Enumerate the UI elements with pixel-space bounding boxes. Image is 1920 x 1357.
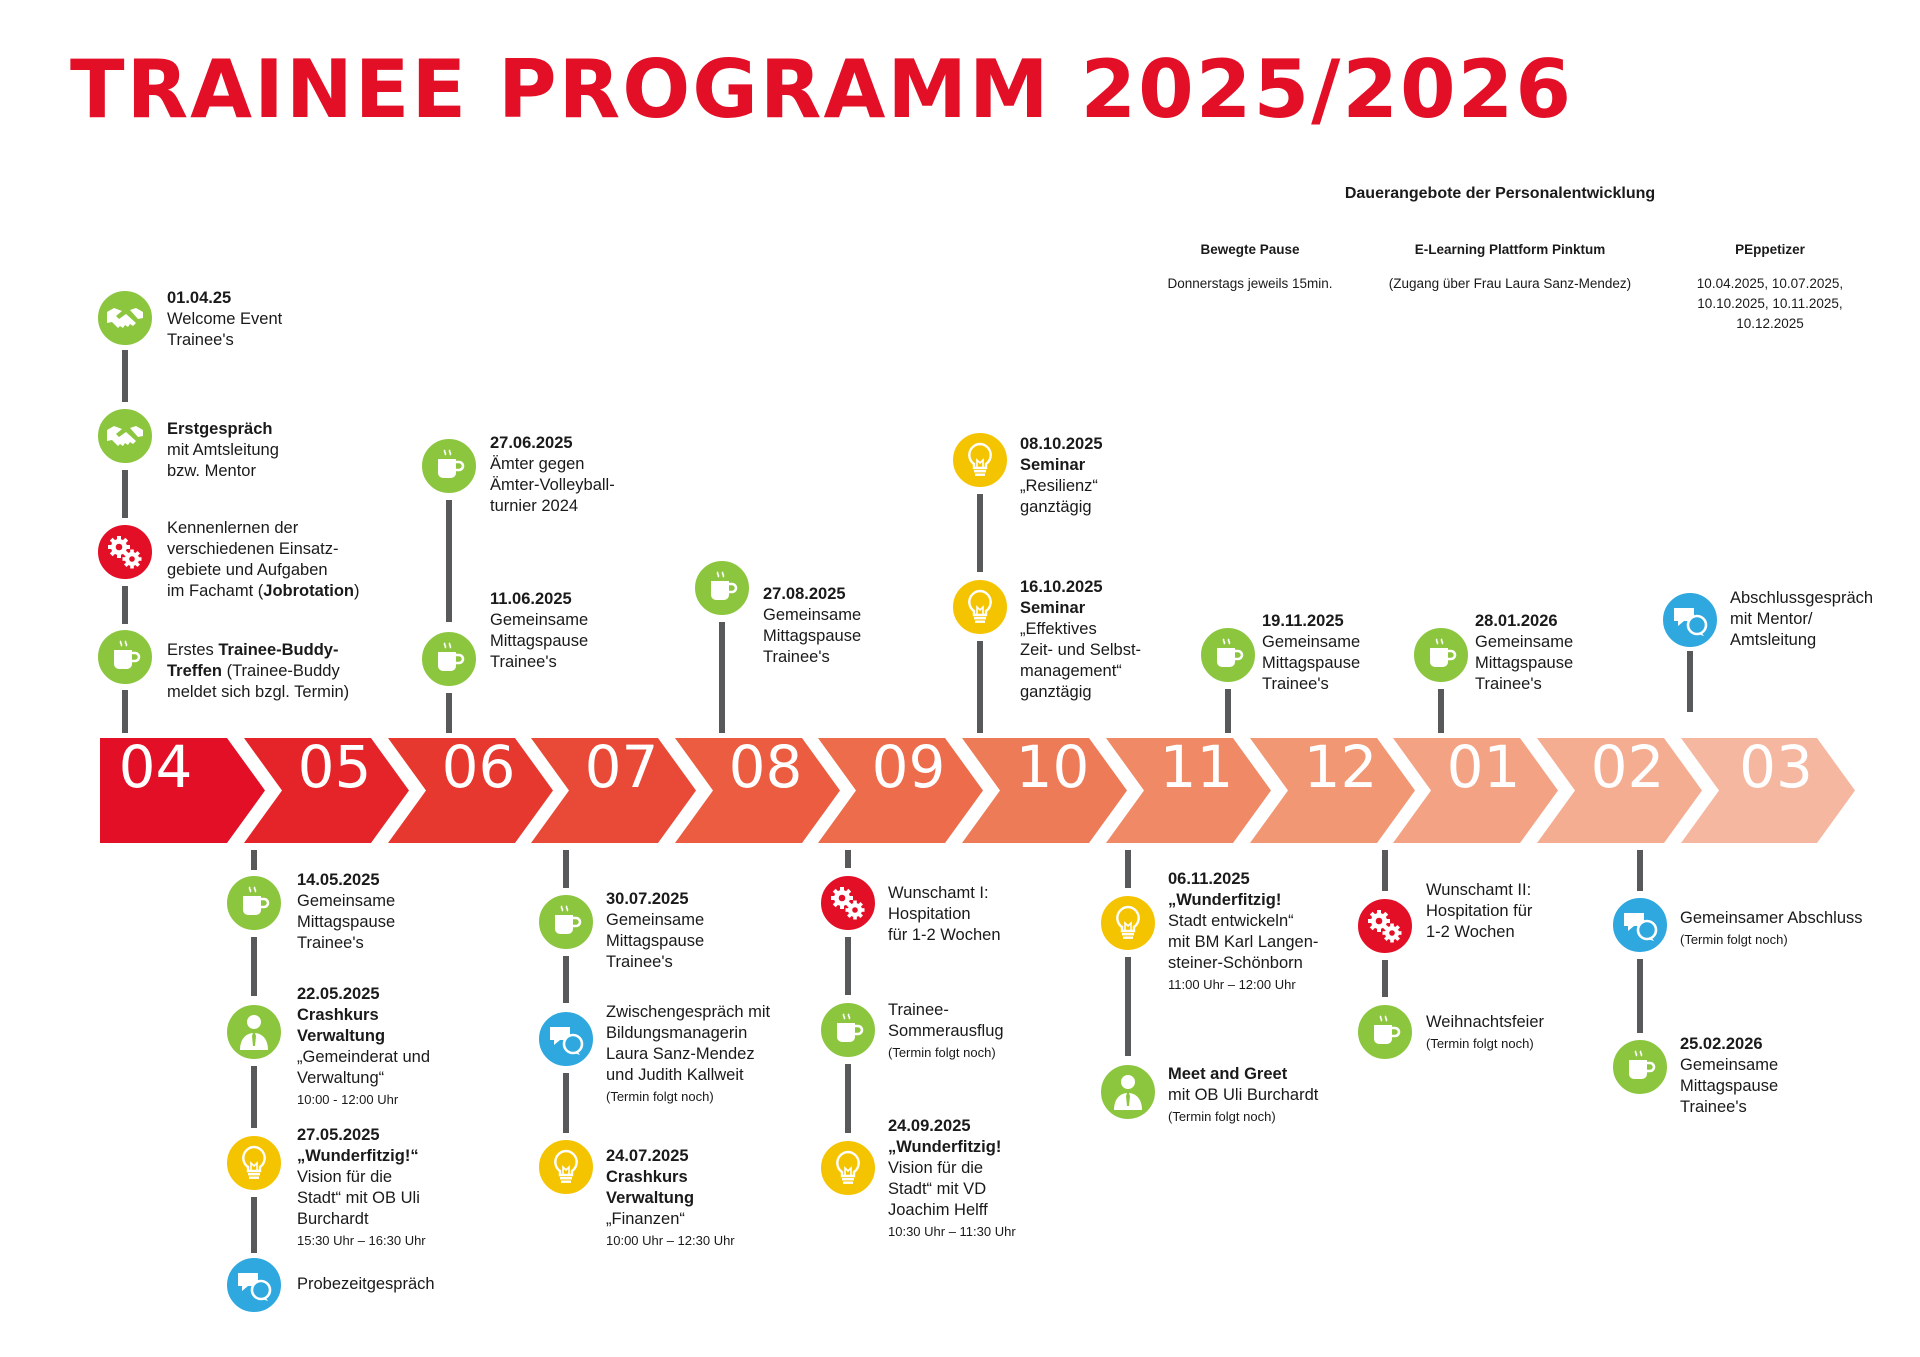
- event-line: im Fachamt (Jobrotation): [167, 582, 360, 600]
- event-line: Mittagspause: [1262, 654, 1361, 672]
- event-line: meldet sich bzgl. Termin): [167, 683, 350, 701]
- offer-text: 10.10.2025, 10.11.2025,: [1697, 296, 1843, 311]
- event-line: Verwaltung: [297, 1027, 386, 1045]
- event-line: Joachim Helff: [888, 1201, 988, 1219]
- connector-line: [563, 850, 569, 888]
- event-line: 27.06.2025: [490, 434, 573, 452]
- event-line: 30.07.2025: [606, 890, 689, 908]
- event-line: Burchardt: [297, 1210, 369, 1228]
- event-line: Hospitation: [888, 905, 971, 923]
- event-e18-text: [1020, 434, 1103, 518]
- connector-line: [977, 641, 983, 733]
- person-icon: [225, 1003, 283, 1061]
- lightbulb-icon: [819, 1139, 877, 1197]
- coffee-cup-icon: [420, 437, 478, 495]
- month-label-january: 01: [1446, 733, 1521, 801]
- coffee-cup-icon: [819, 1001, 877, 1059]
- connector-line: [845, 850, 851, 868]
- event-line: „Gemeinderat und: [297, 1048, 430, 1066]
- chat-bubbles-icon: [537, 1010, 595, 1068]
- connector-line: [977, 494, 983, 572]
- lightbulb-icon: [537, 1138, 595, 1196]
- event-line: steiner-Schönborn: [1168, 954, 1303, 972]
- event-e25-text: [1475, 611, 1573, 695]
- event-line: 16.10.2025: [1020, 578, 1103, 596]
- connector-line: [251, 850, 257, 870]
- event-line: Mittagspause: [1475, 654, 1574, 672]
- month-label-march: 03: [1739, 733, 1813, 801]
- event-line: 11:00 Uhr – 12:00 Uhr: [1168, 977, 1296, 992]
- event-line: Crashkurs: [606, 1168, 688, 1186]
- event-e10-text: [490, 589, 588, 673]
- month-label-december: 12: [1303, 733, 1378, 801]
- event-line: Wunschamt I:: [888, 884, 989, 902]
- offer-title: Bewegte Pause: [1200, 242, 1300, 257]
- event-e19-text: [1020, 577, 1141, 703]
- event-e22-text: [1262, 611, 1360, 695]
- event-line: Treffen (Trainee-Buddy: [167, 662, 340, 680]
- event-e02-text: [167, 419, 279, 482]
- coffee-cup-icon: [1356, 1003, 1414, 1061]
- event-line: 10:00 - 12:00 Uhr: [297, 1092, 399, 1107]
- event-line: 11.06.2025: [490, 590, 572, 608]
- month-label-july: 07: [584, 733, 659, 801]
- event-line: 24.07.2025: [606, 1147, 689, 1165]
- event-e17-text: [888, 1116, 1016, 1242]
- event-line: Trainee's: [1680, 1098, 1747, 1116]
- event-line: Weihnachtsfeier: [1426, 1013, 1545, 1031]
- event-line: 27.08.2025: [763, 585, 846, 603]
- event-line: Seminar: [1020, 456, 1086, 474]
- coffee-cup-icon: [693, 559, 751, 617]
- event-line: Gemeinsame: [763, 606, 862, 624]
- event-e07-text: [297, 1125, 426, 1251]
- event-line: Verwaltung: [606, 1189, 695, 1207]
- offer-text: (Zugang über Frau Laura Sanz-Mendez): [1388, 276, 1632, 291]
- event-e14-text: [763, 584, 861, 668]
- connector-line: [563, 1073, 569, 1133]
- event-line: 28.01.2026: [1475, 612, 1558, 630]
- event-e03-text: [167, 518, 360, 602]
- event-line: 10:30 Uhr – 11:30 Uhr: [888, 1224, 1016, 1239]
- event-line: Stadt“ mit VD: [888, 1180, 987, 1198]
- offer-title: PEppetizer: [1735, 242, 1805, 257]
- coffee-cup-icon: [225, 874, 283, 932]
- connector-line: [1225, 689, 1231, 733]
- event-line: Gemeinsame: [490, 611, 589, 629]
- coffee-cup-icon: [1412, 626, 1470, 684]
- event-line: Kennenlernen der: [167, 519, 299, 537]
- connector-line: [845, 1064, 851, 1133]
- connector-line: [251, 1197, 257, 1253]
- coffee-cup-icon: [96, 628, 154, 686]
- event-line: 1-2 Wochen: [1426, 923, 1515, 941]
- event-line: 01.04.25: [167, 289, 232, 307]
- event-line: und Judith Kallweit: [606, 1066, 744, 1084]
- event-line: Mittagspause: [297, 913, 396, 931]
- handshake-icon: [96, 407, 154, 465]
- event-line: Verwaltung“: [297, 1069, 385, 1087]
- event-line: Bildungsmanagerin: [606, 1024, 748, 1042]
- page-title: TRAINEE PROGRAMM 2025/2026: [70, 43, 1573, 136]
- chat-bubbles-icon: [225, 1256, 283, 1314]
- event-line: Trainee's: [297, 934, 364, 952]
- event-line: Trainee's: [490, 653, 557, 671]
- event-e27-text: [1680, 1034, 1778, 1118]
- event-line: Trainee's: [606, 953, 673, 971]
- event-line: Stadt“ mit OB Uli: [297, 1189, 420, 1207]
- event-line: „Wunderfitzig!: [888, 1138, 1002, 1156]
- event-e12-text: [606, 1002, 770, 1107]
- lightbulb-icon: [951, 431, 1009, 489]
- event-line: „Wunderfitzig!: [1168, 891, 1282, 909]
- event-line: (Termin folgt noch): [606, 1089, 714, 1104]
- event-line: Mittagspause: [490, 632, 589, 650]
- connector-line: [122, 470, 128, 518]
- event-line: management“: [1020, 662, 1122, 680]
- gears-icon: [96, 523, 154, 581]
- event-line: für 1-2 Wochen: [888, 926, 1001, 944]
- offer-text: Donnerstags jeweils 15min.: [1167, 276, 1333, 291]
- event-e05-text: [297, 870, 395, 954]
- connector-line: [446, 693, 452, 733]
- event-line: ganztägig: [1020, 683, 1092, 701]
- month-label-october: 10: [1015, 733, 1090, 801]
- lightbulb-icon: [225, 1134, 283, 1192]
- month-label-june: 06: [441, 733, 516, 801]
- event-line: Mittagspause: [763, 627, 862, 645]
- event-line: 25.02.2026: [1680, 1035, 1763, 1053]
- event-line: Erstes Trainee-Buddy-: [167, 641, 339, 659]
- chat-bubbles-icon: [1611, 896, 1669, 954]
- offer-title: E-Learning Plattform Pinktum: [1414, 242, 1606, 257]
- event-e26-text: [1680, 908, 1863, 950]
- connector-line: [845, 937, 851, 995]
- event-line: Zwischengespräch mit: [606, 1003, 771, 1021]
- connector-line: [1125, 957, 1131, 1056]
- event-line: Sommerausflug: [888, 1022, 1004, 1040]
- event-line: Gemeinsame: [1680, 1056, 1779, 1074]
- event-line: Wunschamt II:: [1426, 881, 1532, 899]
- event-line: Ämter-Volleyball-: [490, 476, 615, 494]
- event-e21-text: [1168, 1064, 1318, 1127]
- event-line: Trainee's: [763, 648, 830, 666]
- event-line: „Wunderfitzig!“: [297, 1147, 419, 1165]
- event-line: ganztägig: [1020, 498, 1092, 516]
- event-line: Trainee's: [167, 331, 234, 349]
- event-line: (Termin folgt noch): [1680, 932, 1788, 947]
- connector-line: [563, 956, 569, 1003]
- person-icon: [1099, 1063, 1157, 1121]
- gears-icon: [819, 874, 877, 932]
- event-line: Trainee-: [888, 1001, 949, 1019]
- connector-line: [1382, 960, 1388, 997]
- event-e08-text: [297, 1274, 435, 1295]
- lightbulb-icon: [951, 578, 1009, 636]
- event-line: 08.10.2025: [1020, 435, 1103, 453]
- event-line: 06.11.2025: [1168, 870, 1250, 888]
- event-line: Meet and Greet: [1168, 1065, 1288, 1083]
- event-e20-text: [1168, 869, 1318, 995]
- event-line: Stadt entwickeln“: [1168, 912, 1294, 930]
- event-e28-text: [1730, 588, 1873, 651]
- event-line: „Resilienz“: [1020, 477, 1098, 495]
- connector-line: [122, 586, 128, 624]
- event-line: 14.05.2025: [297, 871, 380, 889]
- event-line: mit Amtsleitung: [167, 441, 279, 459]
- event-line: 22.05.2025: [297, 985, 380, 1003]
- connector-line: [122, 350, 128, 402]
- event-line: Erstgespräch: [167, 420, 273, 438]
- month-label-november: 11: [1159, 733, 1234, 801]
- event-e01-text: [167, 288, 282, 351]
- event-line: 27.05.2025: [297, 1126, 380, 1144]
- month-label-may: 05: [297, 733, 372, 801]
- connector-line: [446, 500, 452, 622]
- event-line: 19.11.2025: [1262, 612, 1344, 630]
- event-line: Crashkurs: [297, 1006, 379, 1024]
- coffee-cup-icon: [420, 630, 478, 688]
- event-e23-text: [1426, 880, 1532, 943]
- connector-line: [251, 1066, 257, 1128]
- event-e16-text: [888, 1000, 1004, 1063]
- event-line: Welcome Event: [167, 310, 283, 328]
- event-e04-text: [167, 640, 349, 703]
- event-line: Laura Sanz-Mendez: [606, 1045, 755, 1063]
- event-line: Amtsleitung: [1730, 631, 1817, 649]
- event-line: Seminar: [1020, 599, 1086, 617]
- event-e11-text: [606, 889, 704, 973]
- event-line: Vision für die: [297, 1168, 393, 1186]
- event-line: Mittagspause: [606, 932, 705, 950]
- event-line: Mittagspause: [1680, 1077, 1779, 1095]
- event-line: turnier 2024: [490, 497, 579, 515]
- event-line: (Termin folgt noch): [1426, 1036, 1534, 1051]
- event-line: mit OB Uli Burchardt: [1168, 1086, 1319, 1104]
- event-line: Abschlussgespräch: [1730, 589, 1874, 607]
- event-e13-text: [606, 1146, 735, 1251]
- event-line: Gemeinsame: [1475, 633, 1574, 651]
- event-line: „Finanzen“: [606, 1210, 685, 1228]
- event-line: Trainee's: [1262, 675, 1329, 693]
- chat-bubbles-icon: [1661, 591, 1719, 649]
- connector-line: [719, 622, 725, 733]
- event-e15-text: [888, 883, 1001, 946]
- event-line: mit Mentor/: [1730, 610, 1813, 628]
- connector-line: [1637, 959, 1643, 1033]
- event-line: Gemeinsame: [1262, 633, 1361, 651]
- coffee-cup-icon: [1611, 1038, 1669, 1096]
- offers-heading: Dauerangebote der Personalentwicklung: [1344, 185, 1656, 202]
- event-line: Gemeinsamer Abschluss: [1680, 909, 1863, 927]
- month-label-february: 02: [1590, 733, 1665, 801]
- event-line: (Termin folgt noch): [888, 1045, 996, 1060]
- event-line: 24.09.2025: [888, 1117, 971, 1135]
- connector-line: [1687, 651, 1693, 712]
- connector-line: [1438, 689, 1444, 733]
- connector-line: [1382, 850, 1388, 891]
- event-e06-text: [297, 984, 430, 1110]
- event-line: Vision für die: [888, 1159, 984, 1177]
- event-line: Ämter gegen: [490, 455, 585, 473]
- event-line: 10:00 Uhr – 12:30 Uhr: [606, 1233, 735, 1248]
- month-label-september: 09: [871, 733, 946, 801]
- event-line: mit BM Karl Langen-: [1168, 933, 1319, 951]
- connector-line: [122, 690, 128, 733]
- event-line: Hospitation für: [1426, 902, 1533, 920]
- gears-icon: [1356, 897, 1414, 955]
- coffee-cup-icon: [1199, 626, 1257, 684]
- event-line: Zeit- und Selbst-: [1020, 641, 1142, 659]
- event-line: bzw. Mentor: [167, 462, 256, 480]
- coffee-cup-icon: [537, 893, 595, 951]
- event-line: „Effektives: [1020, 620, 1097, 638]
- event-line: (Termin folgt noch): [1168, 1109, 1276, 1124]
- event-e24-text: [1426, 1012, 1544, 1054]
- offer-text: 10.12.2025: [1736, 316, 1804, 331]
- event-line: 15:30 Uhr – 16:30 Uhr: [297, 1233, 426, 1248]
- event-line: Probezeitgespräch: [297, 1275, 435, 1293]
- offer-text: 10.04.2025, 10.07.2025,: [1696, 276, 1844, 291]
- lightbulb-icon: [1099, 894, 1157, 952]
- event-line: verschiedenen Einsatz-: [167, 540, 339, 558]
- handshake-icon: [96, 289, 154, 347]
- event-line: Gemeinsame: [606, 911, 705, 929]
- month-label-august: 08: [728, 733, 803, 801]
- connector-line: [1125, 850, 1131, 888]
- event-line: gebiete und Aufgaben: [167, 561, 328, 579]
- event-e09-text: [490, 433, 615, 517]
- connector-line: [1637, 850, 1643, 891]
- event-line: Trainee's: [1475, 675, 1542, 693]
- connector-line: [251, 937, 257, 996]
- event-line: Gemeinsame: [297, 892, 396, 910]
- month-label-april: 04: [118, 733, 193, 801]
